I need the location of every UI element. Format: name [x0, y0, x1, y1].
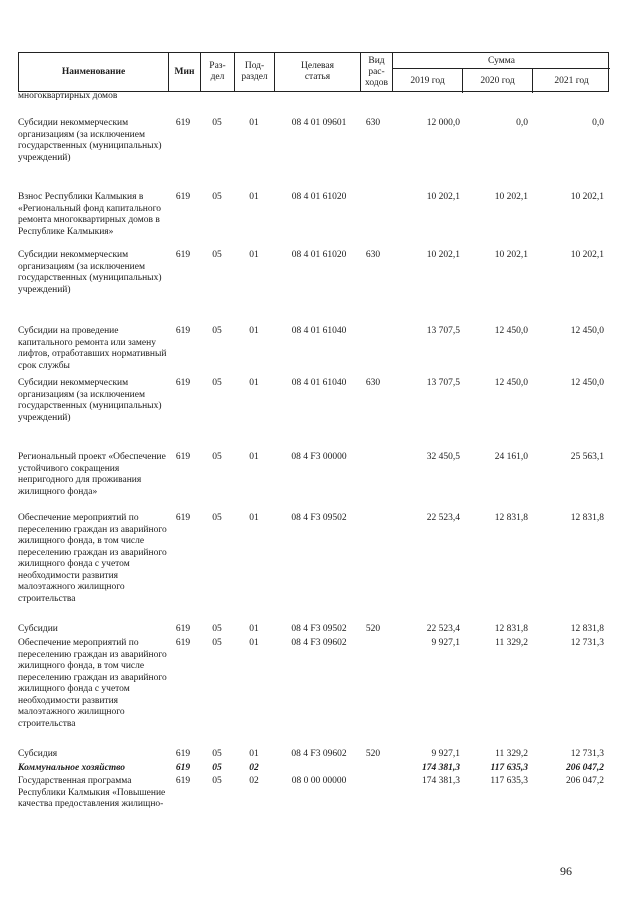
row-celevaya: 08 4 F3 09602: [291, 638, 347, 648]
row-name: Субсидии некоммерческим организациям (за исключением государственных (муниципальных) учреждений): [18, 378, 162, 423]
row-amount-2021: 10 202,1: [570, 250, 604, 260]
row-podrazdel: 01: [249, 513, 259, 523]
row-min: 619: [175, 452, 191, 462]
row-amount-2020: 0,0: [516, 118, 528, 128]
row-amount-2021: 0,0: [592, 118, 604, 128]
header-min: Мин: [169, 53, 201, 91]
row-min: 619: [175, 749, 191, 759]
row-amount-2019: 12 000,0: [426, 118, 460, 128]
row-celevaya: 08 4 01 61020: [291, 192, 347, 202]
row-razdel: 05: [212, 118, 222, 128]
row-amount-2021: 12 731,3: [570, 638, 604, 648]
row-vid: 630: [365, 118, 381, 128]
row-podrazdel: 01: [249, 638, 259, 648]
row-name: Обеспечение мероприятий по переселению граждан из аварийного жилищного фонда, в том числе переселению граждан из аварийного жилищного фонда с учетом необходимости развития малоэтажного жилищного строительства: [18, 513, 167, 604]
row-amount-2020: 10 202,1: [494, 250, 528, 260]
row-amount-2019: 22 523,4: [426, 513, 460, 523]
header-celevaya: Целевая статья: [275, 53, 361, 91]
header-2019: 2019 год: [393, 69, 463, 93]
row-celevaya: 08 4 F3 09502: [291, 513, 347, 523]
row-min: 619: [175, 776, 191, 786]
row-min: 619: [175, 378, 191, 388]
row-podrazdel: 01: [249, 250, 259, 260]
row-amount-2021: 206 047,2: [566, 776, 604, 786]
row-name: Взнос Республики Калмыкия в «Региональный фонд капитального ремонта многоквартирных домов в Республике Калмыкия»: [18, 192, 162, 237]
row-razdel: 05: [212, 452, 222, 462]
row-amount-2021: 10 202,1: [570, 192, 604, 202]
row-amount-2021: 206 047,2: [566, 763, 604, 773]
row-amount-2021: 12 831,8: [570, 513, 604, 523]
row-podrazdel: 01: [249, 624, 259, 634]
row-min: 619: [175, 192, 191, 202]
row-name: Государственная программа Республики Калмыкия «Повышение качества предоставления жилищно-: [18, 776, 166, 809]
row-podrazdel: 02: [249, 776, 259, 786]
row-amount-2019: 22 523,4: [426, 624, 460, 634]
header-razdel: Раз- дел: [201, 53, 235, 91]
row-amount-2019: 9 927,1: [431, 749, 460, 759]
row-podrazdel: 01: [249, 326, 259, 336]
row-podrazdel: 01: [249, 192, 259, 202]
row-name: многоквартирных домов: [18, 91, 118, 101]
row-amount-2020: 12 450,0: [494, 326, 528, 336]
row-razdel: 05: [212, 776, 222, 786]
row-name: Обеспечение мероприятий по переселению граждан из аварийного жилищного фонда, в том числе переселению граждан из аварийного жилищного фонда с учетом необходимости развития малоэтажного жилищного строительства: [18, 638, 167, 729]
row-razdel: 05: [212, 749, 222, 759]
row-razdel: 05: [212, 513, 222, 523]
row-podrazdel: 01: [249, 452, 259, 462]
row-min: 619: [175, 513, 191, 523]
row-vid: 630: [365, 250, 381, 260]
row-amount-2020: 24 161,0: [494, 452, 528, 462]
row-name: Субсидии: [18, 624, 58, 634]
row-amount-2021: 25 563,1: [570, 452, 604, 462]
row-amount-2021: 12 831,8: [570, 624, 604, 634]
row-amount-2020: 10 202,1: [494, 192, 528, 202]
row-razdel: 05: [212, 763, 222, 773]
row-razdel: 05: [212, 326, 222, 336]
row-name: Субсидии на проведение капитального ремонта или замену лифтов, отработавших нормативный срок службы: [18, 326, 167, 371]
row-amount-2019: 13 707,5: [426, 378, 460, 388]
row-amount-2019: 174 381,3: [422, 763, 460, 773]
row-celevaya: 08 4 F3 09602: [291, 749, 347, 759]
header-2021: 2021 год: [554, 76, 589, 86]
row-min: 619: [175, 250, 191, 260]
row-podrazdel: 02: [249, 763, 259, 773]
row-min: 619: [175, 326, 191, 336]
row-celevaya: 08 4 01 61040: [291, 378, 347, 388]
row-amount-2021: 12 450,0: [570, 326, 604, 336]
row-amount-2019: 13 707,5: [426, 326, 460, 336]
page-number: 96: [560, 864, 572, 878]
row-podrazdel: 01: [249, 749, 259, 759]
row-amount-2020: 117 635,3: [490, 763, 528, 773]
row-name: Субсидия: [18, 749, 58, 759]
row-name: Субсидии некоммерческим организациям (за исключением государственных (муниципальных) учреждений): [18, 250, 162, 295]
row-podrazdel: 01: [249, 118, 259, 128]
row-name: Субсидии некоммерческим организациям (за исключением государственных (муниципальных) учреждений): [18, 118, 162, 163]
row-razdel: 05: [212, 378, 222, 388]
row-min: 619: [175, 624, 191, 634]
row-min: 619: [175, 763, 191, 773]
row-podrazdel: 01: [249, 378, 259, 388]
row-amount-2019: 10 202,1: [426, 250, 460, 260]
row-name: Коммунальное хозяйство: [18, 763, 126, 773]
row-celevaya: 08 4 01 61020: [291, 250, 347, 260]
row-min: 619: [175, 638, 191, 648]
header-name: Наименование: [19, 53, 169, 91]
row-amount-2021: 12 731,3: [570, 749, 604, 759]
row-razdel: 05: [212, 250, 222, 260]
row-vid: 630: [365, 378, 381, 388]
row-vid: 520: [365, 624, 381, 634]
row-razdel: 05: [212, 192, 222, 202]
row-amount-2019: 10 202,1: [426, 192, 460, 202]
header-2020: 2020 год: [463, 69, 533, 93]
row-amount-2020: 11 329,2: [495, 749, 528, 759]
row-celevaya: 08 4 01 09601: [291, 118, 347, 128]
row-amount-2021: 12 450,0: [570, 378, 604, 388]
header-podrazdel: Под- раздел: [235, 53, 275, 91]
row-razdel: 05: [212, 624, 222, 634]
row-amount-2019: 9 927,1: [431, 638, 460, 648]
row-amount-2019: 32 450,5: [426, 452, 460, 462]
row-celevaya: 08 4 F3 00000: [291, 452, 347, 462]
row-name: Региональный проект «Обеспечение устойчивого сокращения непригодного для проживания жилищного фонда»: [18, 452, 166, 497]
row-razdel: 05: [212, 638, 222, 648]
row-amount-2020: 12 831,8: [494, 624, 528, 634]
header-vid: Вид рас- ходов: [361, 53, 393, 91]
row-amount-2019: 174 381,3: [422, 776, 460, 786]
row-celevaya: 08 4 01 61040: [291, 326, 347, 336]
row-vid: 520: [365, 749, 381, 759]
row-amount-2020: 11 329,2: [495, 638, 528, 648]
header-summa: Сумма: [393, 53, 610, 69]
row-min: 619: [175, 118, 191, 128]
row-amount-2020: 12 831,8: [494, 513, 528, 523]
row-amount-2020: 12 450,0: [494, 378, 528, 388]
table-header: [18, 52, 609, 92]
row-celevaya: 08 4 F3 09502: [291, 624, 347, 634]
row-amount-2020: 117 635,3: [490, 776, 528, 786]
row-celevaya: 08 0 00 00000: [291, 776, 347, 786]
